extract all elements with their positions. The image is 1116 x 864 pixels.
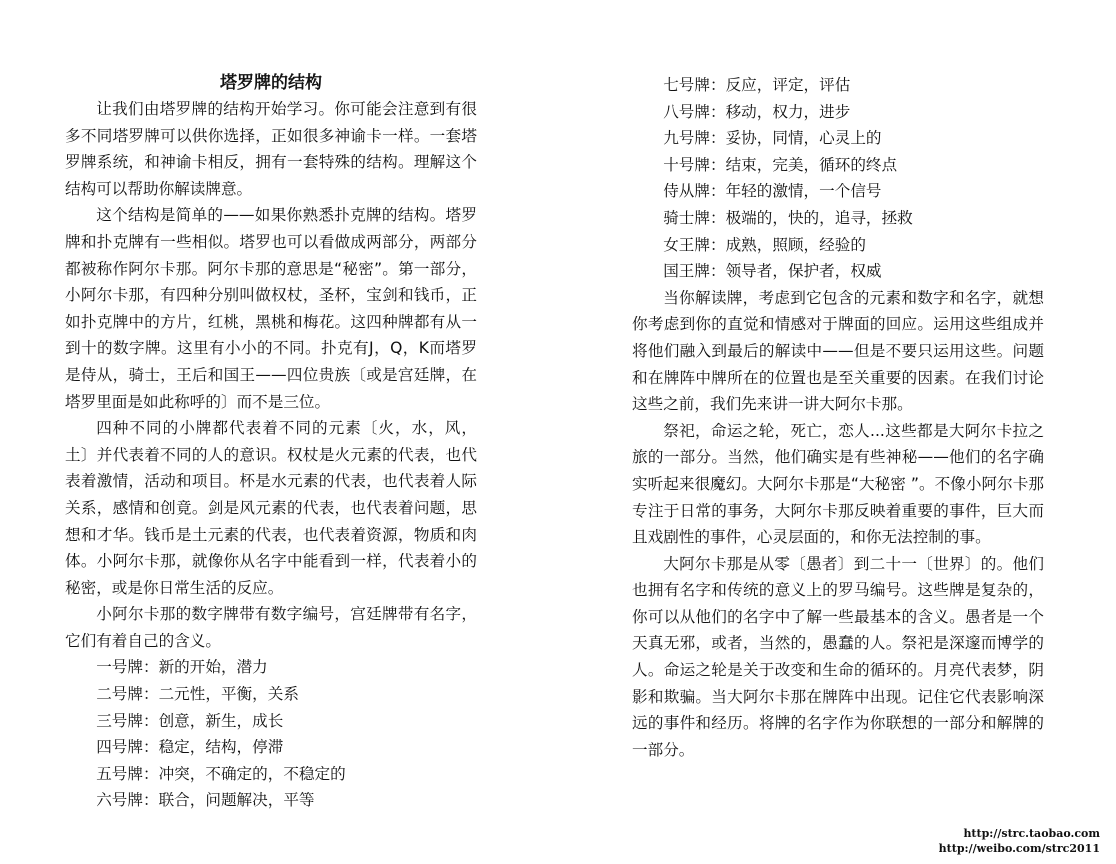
list-item: 国王牌：领导者，保护者，权威 (663, 262, 882, 281)
list-item: 二号牌：二元性，平衡，关系 (96, 685, 299, 704)
list-item: 三号牌：创意，新生，成长 (96, 711, 284, 730)
paragraph: 小阿尔卡那的数字牌带有数字编号，宫廷牌带有名字，它们有着自己的含义。 (65, 605, 477, 650)
footer-url-shop: http://strc.taobao.com (963, 827, 1100, 840)
footer-links (939, 826, 1100, 856)
paragraph: 大阿尔卡那是从零〔愚者〕到二十一〔世界〕的。他们也拥有名字和传统的意义上的罗马编号。这些牌是复杂的，你可以从他们的名字中了解一些最基本的含义。愚者是一个天真无邪，或者，当然的，愚蠢的人。祭祀是深邃而博学的人。命运之轮是关于改变和生命的循环的。月亮代表梦，阴影和欺骗。当大阿尔卡那在牌阵中出现。记住它代表影响深远的事件和经历。将牌的名字作为你联想的一部分和解牌的一部分。 (632, 554, 1044, 759)
paragraph: 当你解读牌，考虑到它包含的元素和数字和名字，就想你考虑到你的直觉和情感对于牌面的回应。运用这些组成并将他们融入到最后的解读中——但是不要只运用这些。问题和在牌阵中牌所在的位置也是至关重要的因素。在我们讨论这些之前，我们先来讲一讲大阿尔卡那。 (632, 288, 1044, 414)
paragraph: 让我们由塔罗牌的结构开始学习。你可能会注意到有很多不同塔罗牌可以供你选择，正如很多神谕卡一样。一套塔罗牌系统，和神谕卡相反，拥有一套特殊的结构。理解这个结构可以帮助你解读牌意。 (65, 100, 477, 198)
paragraph: 四种不同的小牌都代表着不同的元素〔火，水，风，土〕并代表着不同的人的意识。权杖是火元素的代表，也代表着激情，活动和项目。杯是水元素的代表，也代表着人际关系，感情和创竟。剑是风元素的代表，也代表着问题，思想和才华。钱币是土元素的代表，也代表着资源，物质和肉体。小阿尔卡那，就像你从名字中能看到一样，代表着小的秘密，或是你日常生活的反应。 (65, 419, 477, 597)
list-item: 四号牌：稳定，结构，停滞 (96, 738, 284, 757)
right-page (632, 0, 1044, 763)
paragraph: 这个结构是简单的——如果你熟悉扑克牌的结构。塔罗牌和扑克牌有一些相似。塔罗也可以看做成两部分，两部分都被称作阿尔卡那。阿尔卡那的意思是“秘密”。第一部分，小阿尔卡那，有四种分别叫做权杖，圣杯，宝剑和钱币，正如扑克牌中的方片，红桃，黑桃和梅花。这四种牌都有从一到十的数字牌。这里有小小的不同。扑克有J，Q，K而塔罗是侍从，骑士，王后和国王——四位贵族〔或是宫廷牌，在塔罗里面是如此称呼的〕而不是三位。 (65, 206, 477, 411)
list-item: 九号牌：妥协，同情，心灵上的 (663, 129, 882, 148)
list-item: 七号牌：反应，评定，评估 (663, 76, 851, 94)
section-title: 塔罗牌的结构 (220, 73, 322, 93)
list-item: 八号牌：移动，权力，进步 (663, 102, 851, 121)
list-item: 侍从牌：年轻的激情，一个信号 (663, 182, 882, 201)
list-item: 五号牌：冲突，不确定的，不稳定的 (96, 764, 346, 783)
list-item: 六号牌：联合，问题解决，平等 (96, 791, 315, 810)
list-item: 一号牌：新的开始，潜力 (96, 658, 268, 677)
list-item: 女王牌：成熟，照顾，经验的 (663, 235, 866, 254)
left-page (65, 0, 477, 814)
footer-url-weibo: http://weibo.com/strc2011 (938, 842, 1100, 855)
paragraph: 祭祀，命运之轮，死亡，恋人...这些都是大阿尔卡拉之旅的一部分。当然，他们确实是有些神秘——他们的名字确实听起来很魔幻。大阿尔卡那是“大秘密 ”。不像小阿尔卡那专注于日常的事务，大阿尔卡那反映着重要的事件，巨大而且戏剧性的事件，心灵层面的，和你无法控制的事。 (632, 421, 1044, 547)
list-item: 骑士牌：极端的，快的，追寻，拯救 (663, 208, 913, 227)
list-item: 十号牌：结束，完美，循环的终点 (663, 155, 898, 174)
